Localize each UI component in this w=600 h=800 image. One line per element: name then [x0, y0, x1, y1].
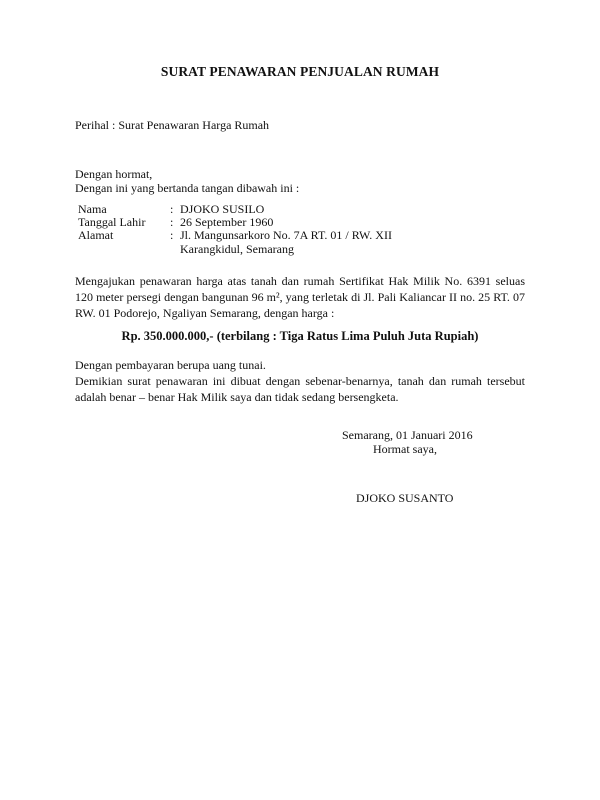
- address-value: Jl. Mangunsarkoro No. 7A RT. 01 / RW. XII: [180, 228, 392, 242]
- regards: Hormat saya,: [373, 442, 437, 456]
- dob-label: Tanggal Lahir: [78, 215, 146, 229]
- colon: :: [170, 215, 174, 229]
- place-date: Semarang, 01 Januari 2016: [342, 428, 473, 442]
- signer-name: DJOKO SUSANTO: [356, 491, 454, 505]
- name-value: DJOKO SUSILO: [180, 202, 265, 216]
- colon: :: [170, 228, 174, 242]
- dob-value: 26 September 1960: [180, 215, 274, 229]
- payment-line: Dengan pembayaran berupa uang tunai.: [75, 358, 266, 372]
- intro-line: Dengan ini yang bertanda tangan dibawah ini :: [75, 181, 300, 195]
- greeting: Dengan hormat,: [75, 167, 153, 181]
- address-continuation: Karangkidul, Semarang: [180, 242, 294, 256]
- closing-paragraph: Demikian surat penawaran ini dibuat dengan sebenar-benarnya, tanah dan rumah tersebut adalah benar – benar Hak Milik saya dan tidak sedang bersengketa.: [75, 374, 525, 404]
- letter-title: SURAT PENAWARAN PENJUALAN RUMAH: [160, 64, 440, 79]
- name-label: Nama: [78, 202, 107, 216]
- address-label: Alamat: [78, 228, 114, 242]
- price-line: Rp. 350.000.000,- (terbilang : Tiga Ratus Lima Puluh Juta Rupiah): [121, 329, 479, 343]
- identity-row-address: [78, 229, 498, 242]
- subject-line: Perihal : Surat Penawaran Harga Rumah: [75, 118, 270, 132]
- colon: :: [170, 202, 174, 216]
- offer-paragraph: Mengajukan penawaran harga atas tanah dan rumah Sertifikat Hak Milik No. 6391 seluas 120 meter persegi dengan bangunan 96 m², yang terletak di Jl. Pali Kaliancar II no. 25 RT. 07 RW. 01 Podorejo, Ngaliyan Semarang, dengan harga :: [75, 274, 525, 320]
- identity-block: [78, 203, 498, 242]
